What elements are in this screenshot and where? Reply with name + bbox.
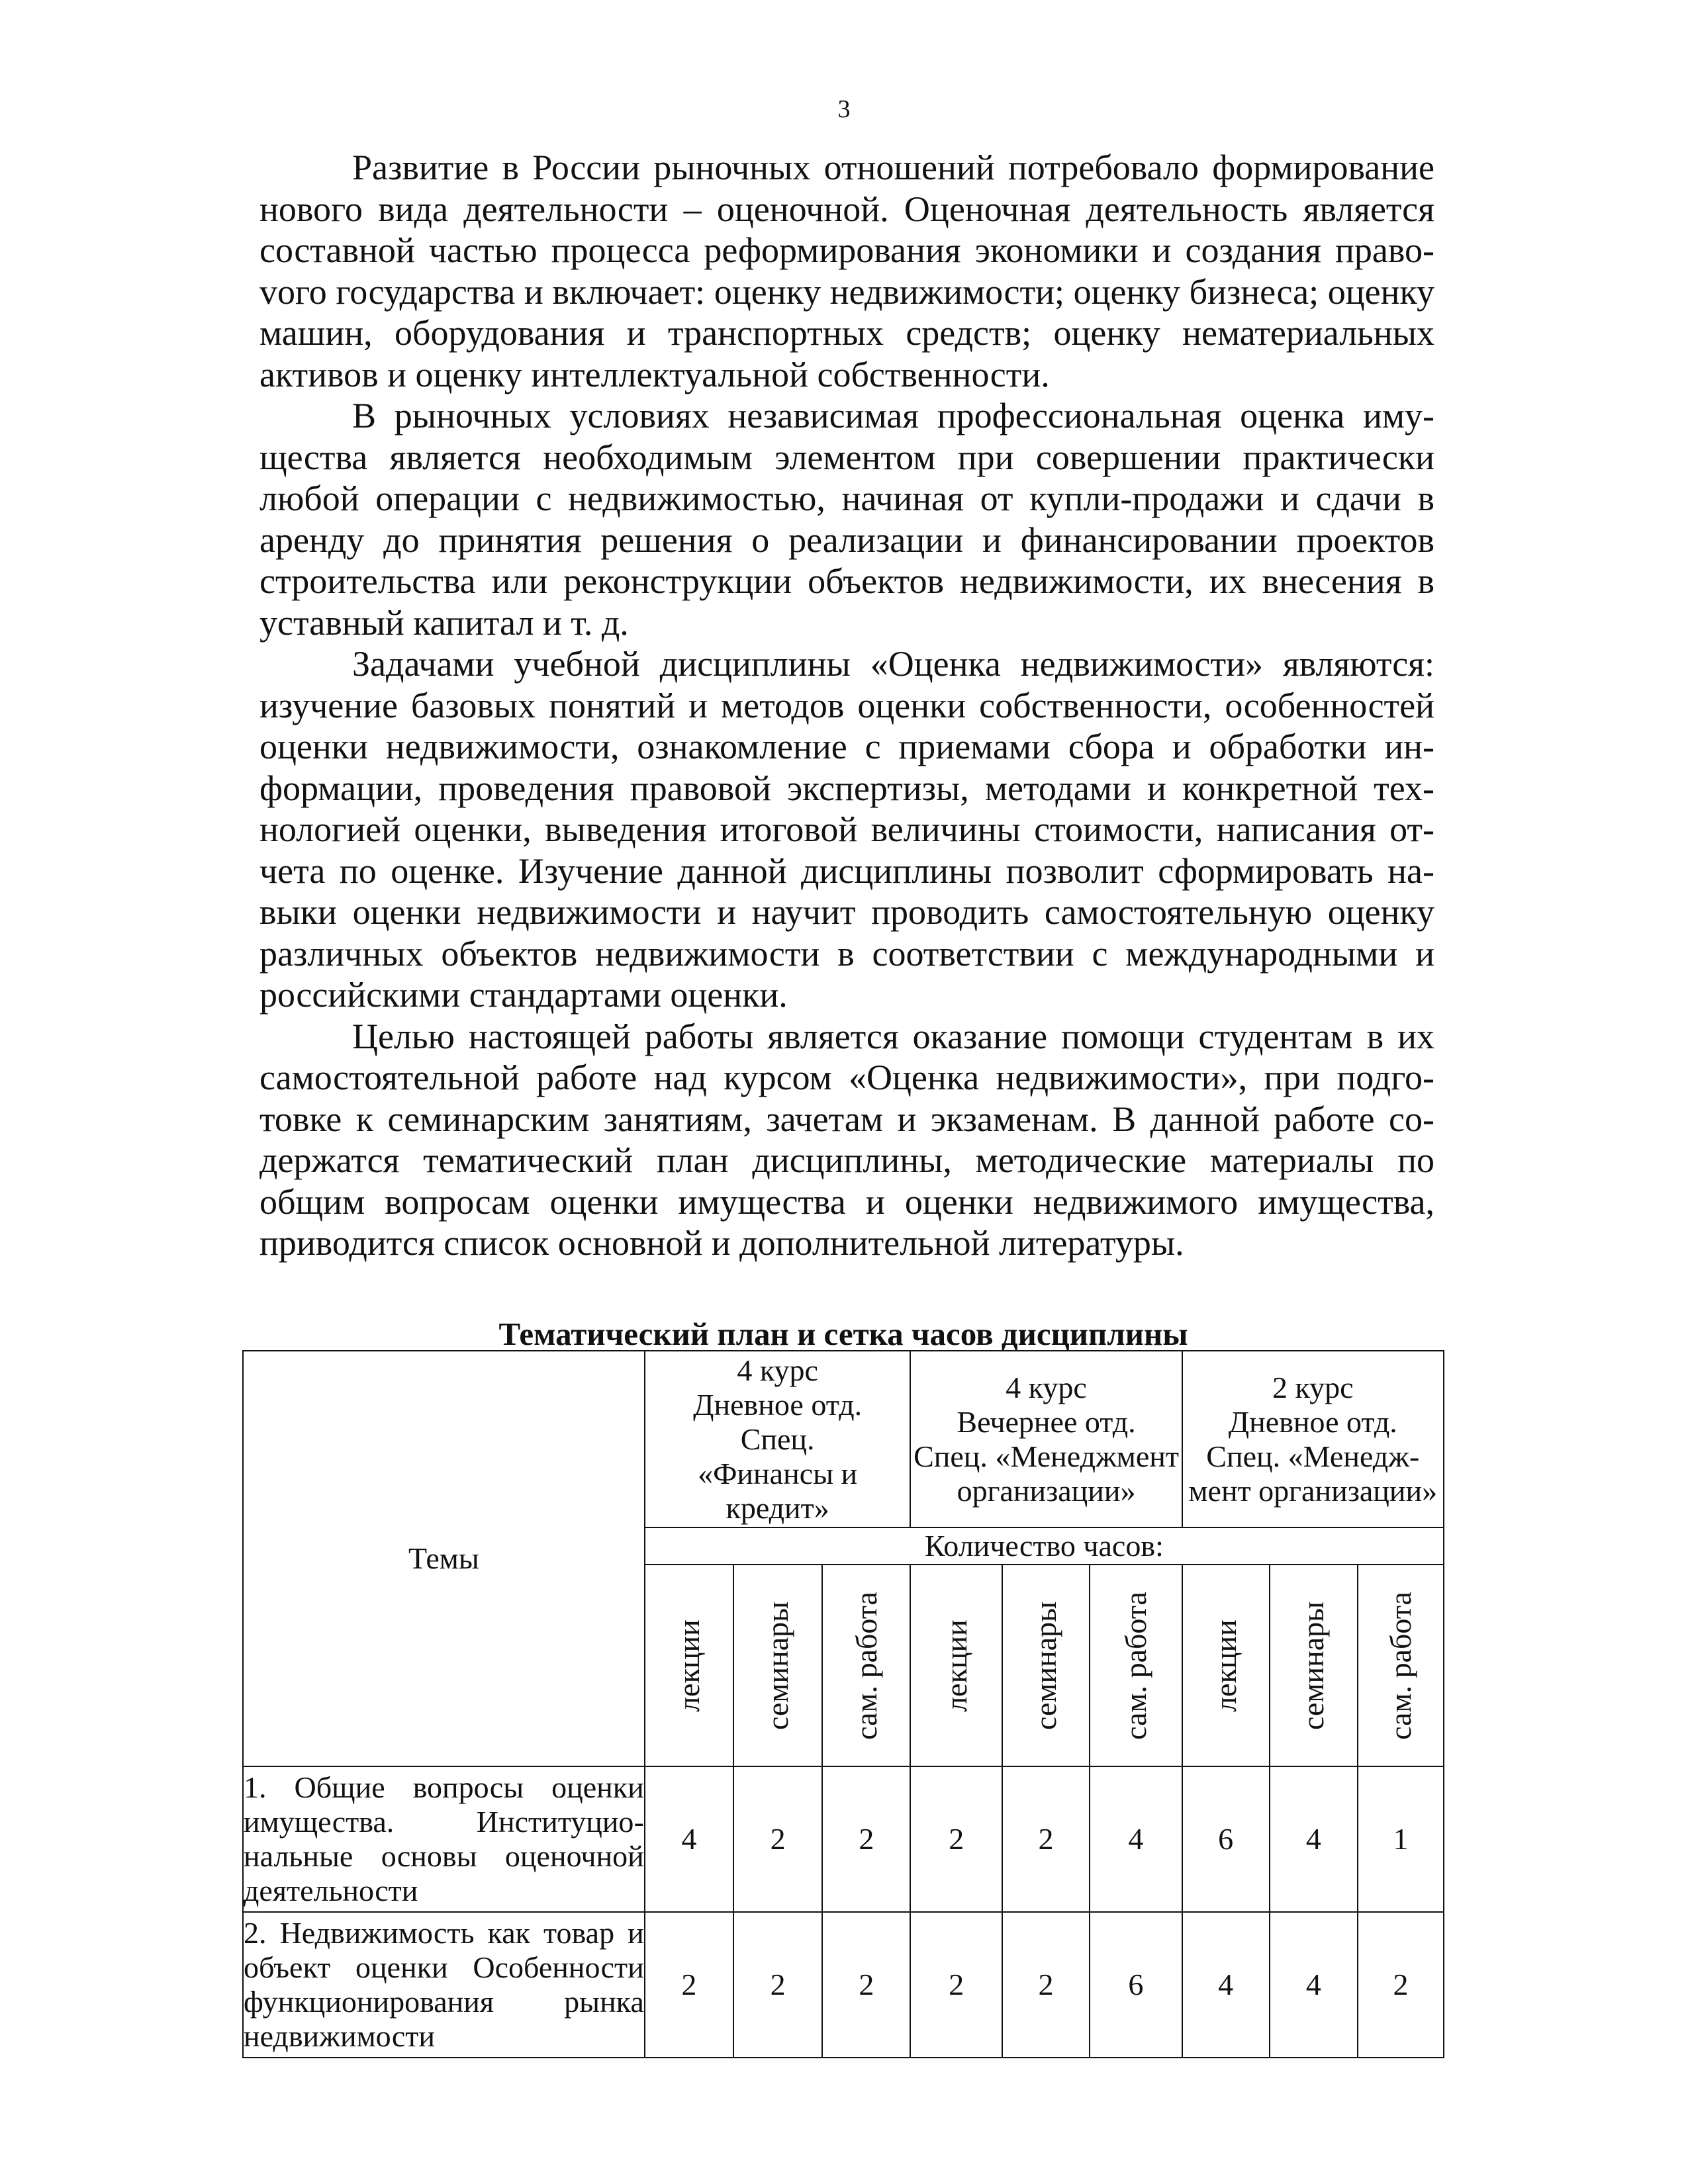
hours-cell: 4 [1270,1912,1358,2058]
thematic-plan-table [242,1350,1444,2058]
group-3-specialty: Спец. «Менеджмент организации» [1188,1439,1438,1508]
hours-cell: 2 [822,1912,910,2058]
paragraph-3: Задачами учебной дисциплины «Оценка недвижимости» являются: изучение базовых понятий и методов оценки собственности, особенностей оценки недвижимости, ознакомление с приемами сбора и обработки информации, проведения правовой экспертизы, методами и конкретной технологией оценки, выведения итоговой величины стоимости, написания отчета по оценке. Изучение данной дисциплины позволит сформировать навыки оценки недвижимости и научит проводить самостоятельную оценку различных объектов недвижимости в соответствии с международными и российскими стандартами оценки. [259,644,1434,1015]
group-header-2 [910,1351,1182,1527]
paragraph-2: В рыночных условиях независимая профессиональная оценка имущества является необходимым элементом при совершении практически любой операции с недвижимостью, начиная от купли-продажи и сдачи в аренду до принятия решения о реализации и финансировании проектов строительства или реконструкции объектов недвижимости, их внесения в уставный капитал и т. д. [259,396,1434,643]
group-1-name: «Финансы и кредит» [698,1456,858,1525]
topic-cell: 1. Общие вопросы оценки имущества. Институциональные основы оценочной деятельности [243,1766,645,1912]
hours-cell: 4 [1090,1766,1182,1912]
paragraph-4: Целью настоящей работы является оказание помощи студентам в их самостоятельной работе над курсом «Оценка недвижимости», при подготовке к семинарским занятиям, зачетам и экзаменам. В данной работе содержатся тематический план дисциплины, методические материалы по общим вопросам оценки имущества и оценки недвижимого имущества, приводится список основной и дополнительной литературы. [259,1016,1434,1263]
subheader-lectures: лекции [1208,1619,1243,1712]
table-title: Тематический план и сетка часов дисциплины [498,1316,1188,1352]
subheader-lectures: лекции [671,1619,706,1712]
group-2-department: Вечернее отд. [957,1404,1136,1439]
hours-header: Количество часов: [645,1527,1444,1565]
group-3-department: Дневное отд. [1228,1404,1397,1439]
hours-cell: 6 [1182,1766,1270,1912]
paragraph-1: Развитие в России рыночных отношений потребовало формирование нового вида деятельности – оценочной. Оценочная деятельность является составной частью процесса реформирования экономики и создания правоvого государства и включает: оценку недвижимости; оценку бизнеса; оценку машин, оборудования и транспортных средств; оценку нематериальных активов и оценку интеллектуальной собственности. [259,148,1434,394]
hours-cell: 2 [1002,1912,1090,2058]
subheader-self-study: сам. работа [1383,1591,1417,1740]
group-1-specialty: Спец. [740,1422,815,1456]
table-row [243,1766,1444,1912]
hours-cell: 2 [910,1766,1002,1912]
subheader-self-study: сам. работа [1118,1591,1152,1740]
group-2-specialty: Спец. «Менеджмент организации» [914,1439,1179,1508]
subheader-cell [1090,1565,1182,1766]
hours-cell: 2 [1358,1912,1444,2058]
subheader-cell [1002,1565,1090,1766]
group-2-course: 4 курс [1006,1370,1087,1404]
hours-cell: 2 [645,1912,733,2058]
hours-cell: 2 [733,1766,822,1912]
subheader-cell [910,1565,1002,1766]
group-3-course: 2 курс [1272,1370,1354,1404]
hours-cell: 4 [1270,1766,1358,1912]
subheader-cell [1358,1565,1444,1766]
group-1-course: 4 курс [737,1353,818,1387]
subheader-seminars: семинары [761,1601,795,1730]
hours-cell: 2 [733,1912,822,2058]
body-text [259,147,1434,1264]
subheader-cell [645,1565,733,1766]
group-header-1 [645,1351,911,1527]
subheader-cell [1270,1565,1358,1766]
hours-cell: 4 [1182,1912,1270,2058]
hours-cell: 2 [910,1912,1002,2058]
subheader-cell [1182,1565,1270,1766]
table-row [243,1912,1444,2058]
hours-cell: 4 [645,1766,733,1912]
hours-cell: 1 [1358,1766,1444,1912]
subheader-seminars: семинары [1029,1601,1063,1730]
subheader-self-study: сам. работа [849,1591,883,1740]
subheader-seminars: семинары [1296,1601,1331,1730]
topics-header: Темы [243,1351,645,1766]
hours-cell: 6 [1090,1912,1182,2058]
hours-cell: 2 [1002,1766,1090,1912]
page-number: 3 [837,95,851,123]
topic-cell: 2. Недвижимость как товар и объект оценки Особенности функционирования рынка недвижимости [243,1912,645,2058]
hours-cell: 2 [822,1766,910,1912]
subheader-lectures: лекции [939,1619,973,1712]
subheader-cell [822,1565,910,1766]
group-1-department: Дневное отд. [693,1387,863,1422]
group-header-3 [1182,1351,1444,1527]
subheader-cell [733,1565,822,1766]
